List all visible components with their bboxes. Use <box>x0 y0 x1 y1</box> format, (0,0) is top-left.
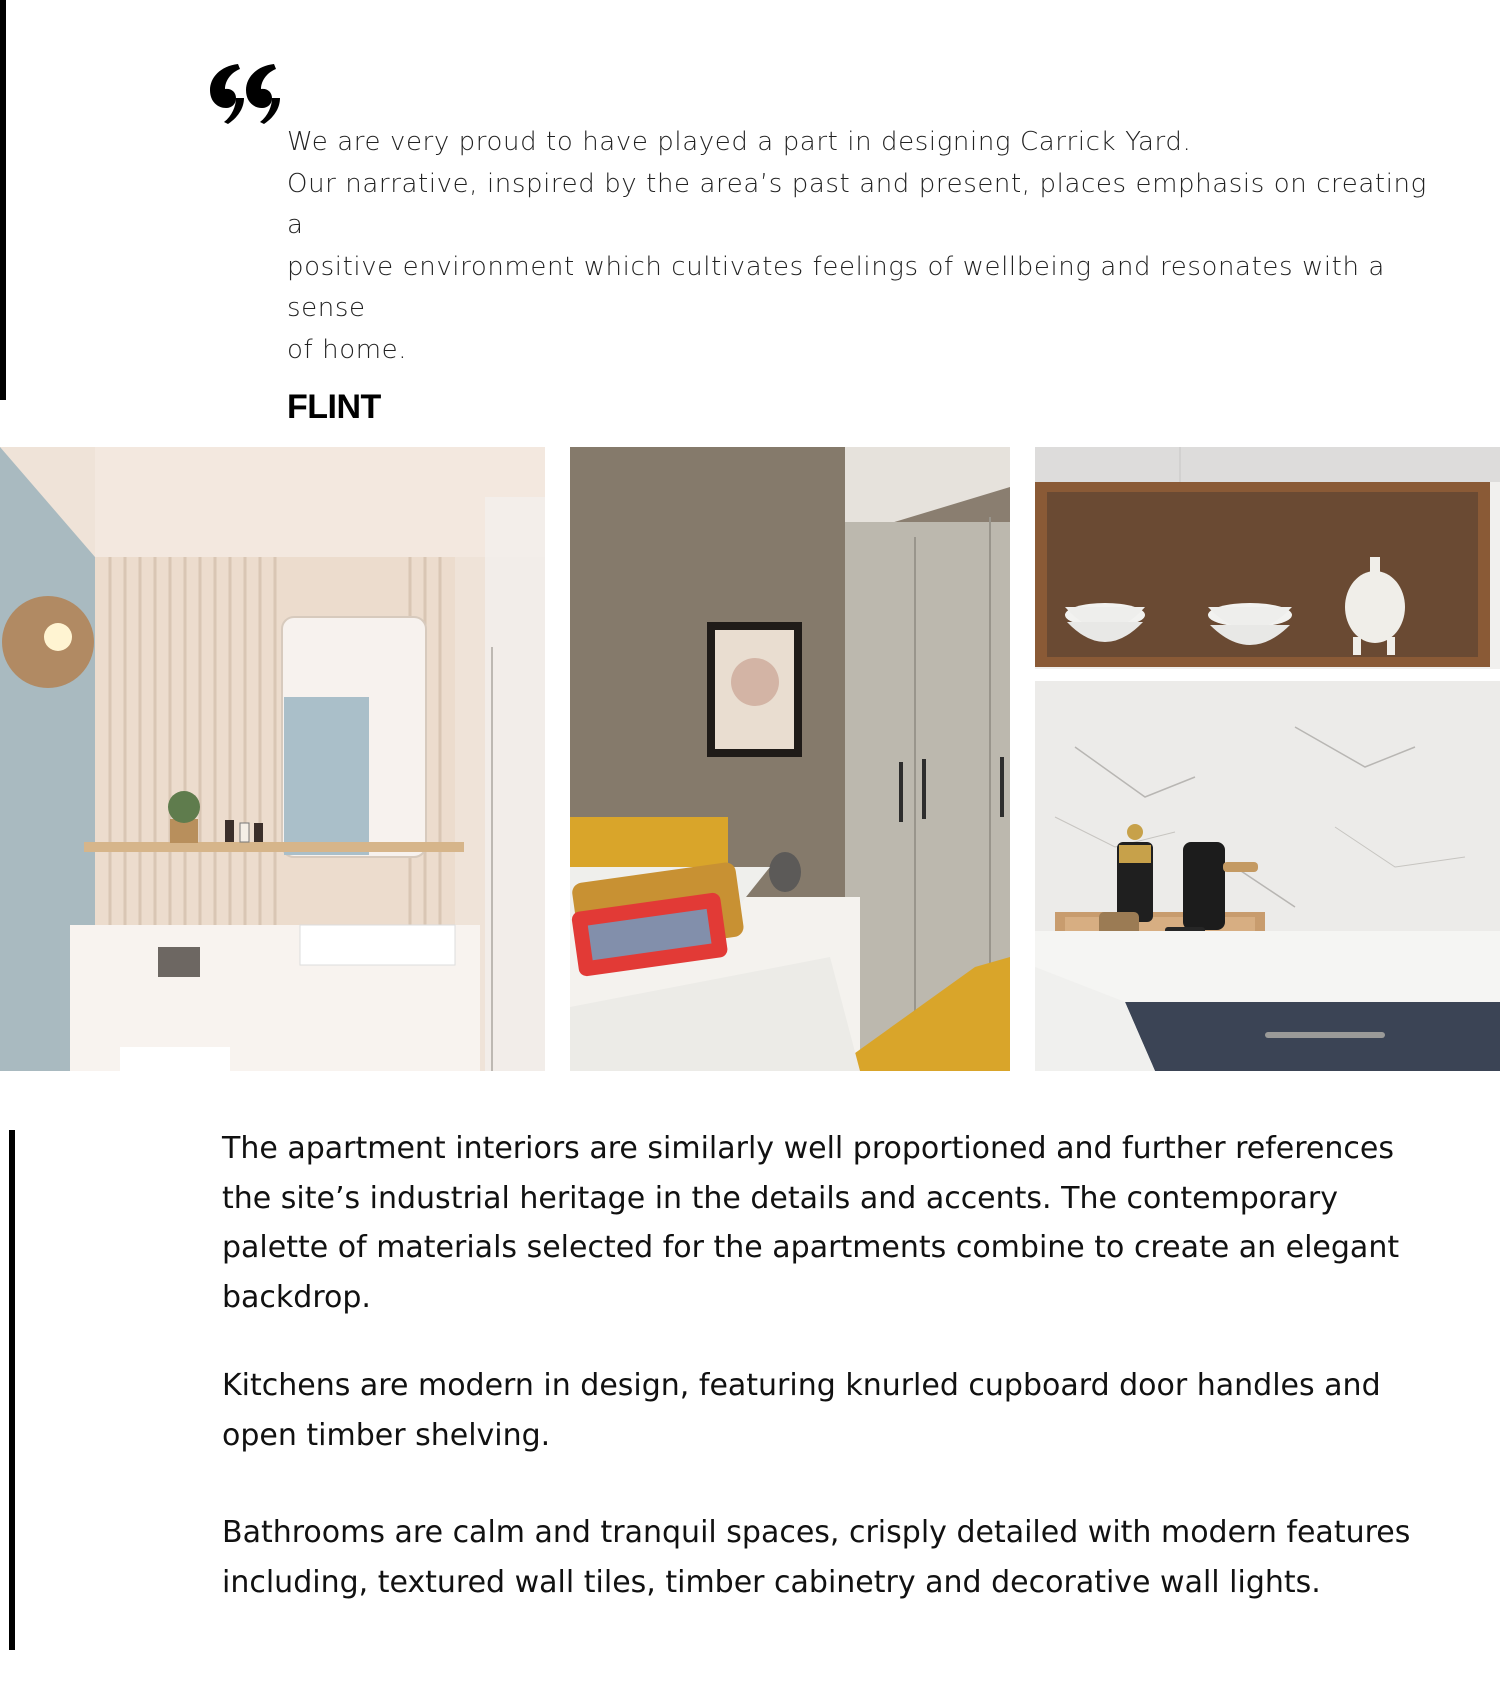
paragraph-line: Kitchens are modern in design, featuring knurled cupboard door handles and <box>222 1368 1381 1403</box>
accent-bar-top <box>0 0 6 400</box>
intro-paragraph <box>222 1124 1422 1322</box>
quote-line: positive environment which cultivates feelings of wellbeing and resonates with a sense <box>287 251 1385 323</box>
quote-author: FLINT <box>287 388 381 426</box>
bathrooms-paragraph <box>222 1508 1422 1607</box>
paragraph-line: the site’s industrial heritage in the details and accents. The contemporary <box>222 1180 1338 1216</box>
bedroom-photo <box>570 447 1010 1071</box>
kitchen-photo <box>1035 447 1500 1071</box>
paragraph-line: The apartment interiors are similarly well proportioned and further references <box>222 1131 1394 1166</box>
quote-line: We are very proud to have played a part in designing Carrick Yard. <box>287 127 1192 157</box>
quote-mark-icon <box>210 60 280 124</box>
testimonial-quote <box>287 122 1447 429</box>
paragraph-line: including, textured wall tiles, timber cabinetry and decorative wall lights. <box>222 1564 1321 1600</box>
paragraph-line: Bathrooms are calm and tranquil spaces, crisply detailed with modern features <box>222 1515 1411 1550</box>
paragraph-line: backdrop. <box>222 1279 371 1315</box>
paragraph-line: open timber shelving. <box>222 1417 551 1453</box>
accent-bar-bottom <box>9 1130 15 1650</box>
paragraph-line: palette of materials selected for the apartments combine to create an elegant <box>222 1230 1400 1265</box>
bathroom-photo <box>0 447 545 1071</box>
kitchens-paragraph <box>222 1361 1422 1460</box>
quote-line: of home. <box>287 334 408 365</box>
quote-line: Our narrative, inspired by the area’s past and present, places emphasis on creating a <box>287 168 1427 240</box>
quote-text <box>287 122 1447 371</box>
